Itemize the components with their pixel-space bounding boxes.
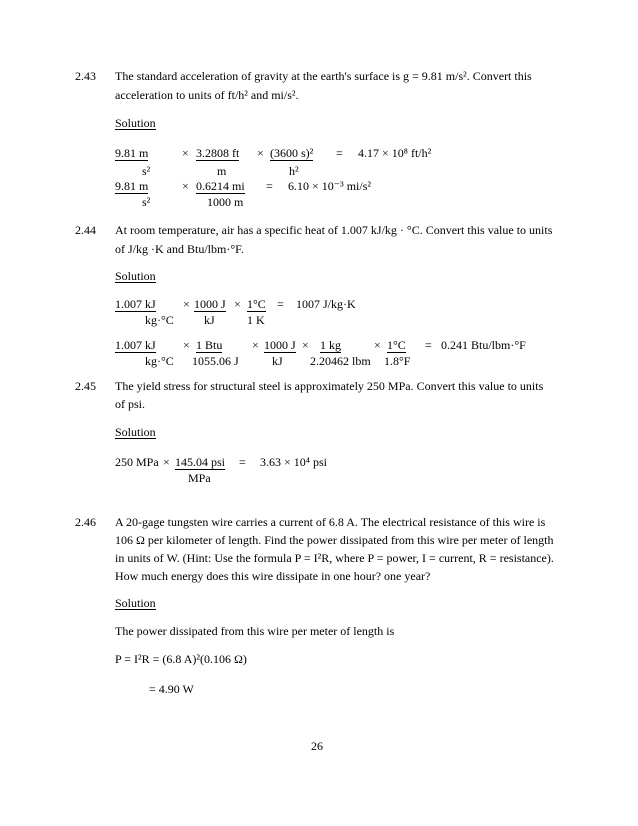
equals-sign: = [266, 179, 273, 193]
times-sign: × [183, 297, 190, 311]
eq-2-44-2-b-den: 1055.06 J [192, 354, 239, 368]
problem-2-44-line2: of J/kg ·K and Btu/lbm·°F. [115, 242, 244, 256]
eq-2-46-2: = 4.90 W [149, 682, 194, 696]
eq-2-43-1-b-num: 3.2808 ft [196, 146, 240, 160]
eq-2-43-1-c-den: h² [289, 164, 299, 178]
times-sign: × [183, 338, 190, 352]
eq-2-44-2-result: 0.241 Btu/lbm·°F [441, 338, 526, 352]
eq-2-44-2-b-num: 1 Btu [196, 338, 223, 352]
eq-2-43-2-a-num: 9.81 m [115, 179, 149, 193]
eq-2-44-2-a-den: kg·°C [145, 354, 174, 368]
problem-2-46-text: The power dissipated from this wire per meter of length is [115, 624, 395, 638]
equals-sign: = [336, 146, 343, 160]
problem-2-44-line1: At room temperature, air has a specific heat of 1.007 kJ/kg · °C. Convert this value to units [115, 223, 553, 237]
eq-2-44-1-result: 1007 J/kg·K [296, 297, 356, 311]
eq-2-44-1-b-num: 1000 J [194, 297, 226, 311]
times-sign: × [257, 146, 264, 160]
times-sign: × [252, 338, 259, 352]
times-sign: × [374, 338, 381, 352]
problem-number-2-46: 2.46 [75, 515, 96, 529]
eq-2-45-a: 250 MPa [115, 455, 159, 469]
problem-2-45-line2: of psi. [115, 397, 145, 411]
problem-2-43-line2: acceleration to units of ft/h² and mi/s². [115, 88, 299, 102]
eq-2-44-1-a-num: 1.007 kJ [115, 297, 156, 311]
equals-sign: = [425, 338, 432, 352]
eq-2-43-1-a-num: 9.81 m [115, 146, 149, 160]
problem-2-43-text-1: The standard acceleration of gravity at the earth's surface is g = 9.81 m/s². Convert this [115, 69, 532, 83]
equals-sign: = [277, 297, 284, 311]
solution-heading-2-45: Solution [115, 425, 156, 439]
equals-sign: = [239, 455, 246, 469]
problem-number-2-43: 2.43 [75, 69, 96, 83]
eq-2-43-1-a-den: s² [142, 164, 151, 178]
eq-2-45-b-num: 145.04 psi [175, 455, 226, 469]
problem-2-46-line1: A 20-gage tungsten wire carries a current of 6.8 A. The electrical resistance of this wire is [115, 515, 546, 529]
eq-2-44-2-e-num: 1°C [387, 338, 406, 352]
problem-2-46-line3: in units of W. (Hint: Use the formula P = I²R, where P = power, I = current, R = resistance). [115, 551, 554, 565]
page-number: 26 [311, 739, 323, 753]
problem-2-46-line2: 106 Ω per kilometer of length. Find the power dissipated from this wire per meter of length [115, 533, 554, 547]
eq-2-44-2-e-den: 1.8°F [384, 354, 411, 368]
eq-2-43-2-result: 6.10 × 10⁻³ mi/s² [288, 179, 371, 193]
eq-2-44-1-c-num: 1°C [247, 297, 266, 311]
problem-number-2-45: 2.45 [75, 379, 96, 393]
eq-2-43-2-b-den: 1000 m [207, 195, 244, 209]
eq-2-44-2-d-num: 1 kg [320, 338, 341, 352]
times-sign: × [182, 179, 189, 193]
times-sign: × [182, 146, 189, 160]
eq-2-45-result: 3.63 × 10⁴ psi [260, 455, 327, 469]
eq-2-46-1: P = I²R = (6.8 A)²(0.106 Ω) [115, 652, 247, 666]
eq-2-43-2-a-den: s² [142, 195, 151, 209]
eq-2-44-1-c-den: 1 K [247, 313, 265, 327]
eq-2-44-2-c-num: 1000 J [264, 338, 296, 352]
eq-2-43-1-c-num: (3600 s)² [270, 146, 314, 160]
solution-heading-2-43: Solution [115, 116, 156, 130]
solution-heading-2-46: Solution [115, 596, 156, 610]
times-sign: × [302, 338, 309, 352]
times-sign: × [234, 297, 241, 311]
eq-2-43-1-result: 4.17 × 10⁸ ft/h² [358, 146, 432, 160]
problem-2-45-line1: The yield stress for structural steel is approximately 250 MPa. Convert this value to units [115, 379, 544, 393]
problem-number-2-44: 2.44 [75, 223, 96, 237]
eq-2-44-1-a-den: kg·°C [145, 313, 174, 327]
eq-2-43-1-b-den: m [217, 164, 227, 178]
eq-2-44-2-d-den: 2.20462 lbm [310, 354, 371, 368]
problem-2-46-line4: How much energy does this wire dissipate in one hour? one year? [115, 569, 431, 583]
solution-heading-2-44: Solution [115, 269, 156, 283]
times-sign: × [163, 455, 170, 469]
eq-2-43-2-b-num: 0.6214 mi [196, 179, 245, 193]
eq-2-45-b-den: MPa [188, 471, 211, 485]
eq-2-44-1-b-den: kJ [204, 313, 215, 327]
problem-2-43-line1 [115, 70, 532, 82]
eq-2-44-2-c-den: kJ [272, 354, 283, 368]
eq-2-44-2-a-num: 1.007 kJ [115, 338, 156, 352]
